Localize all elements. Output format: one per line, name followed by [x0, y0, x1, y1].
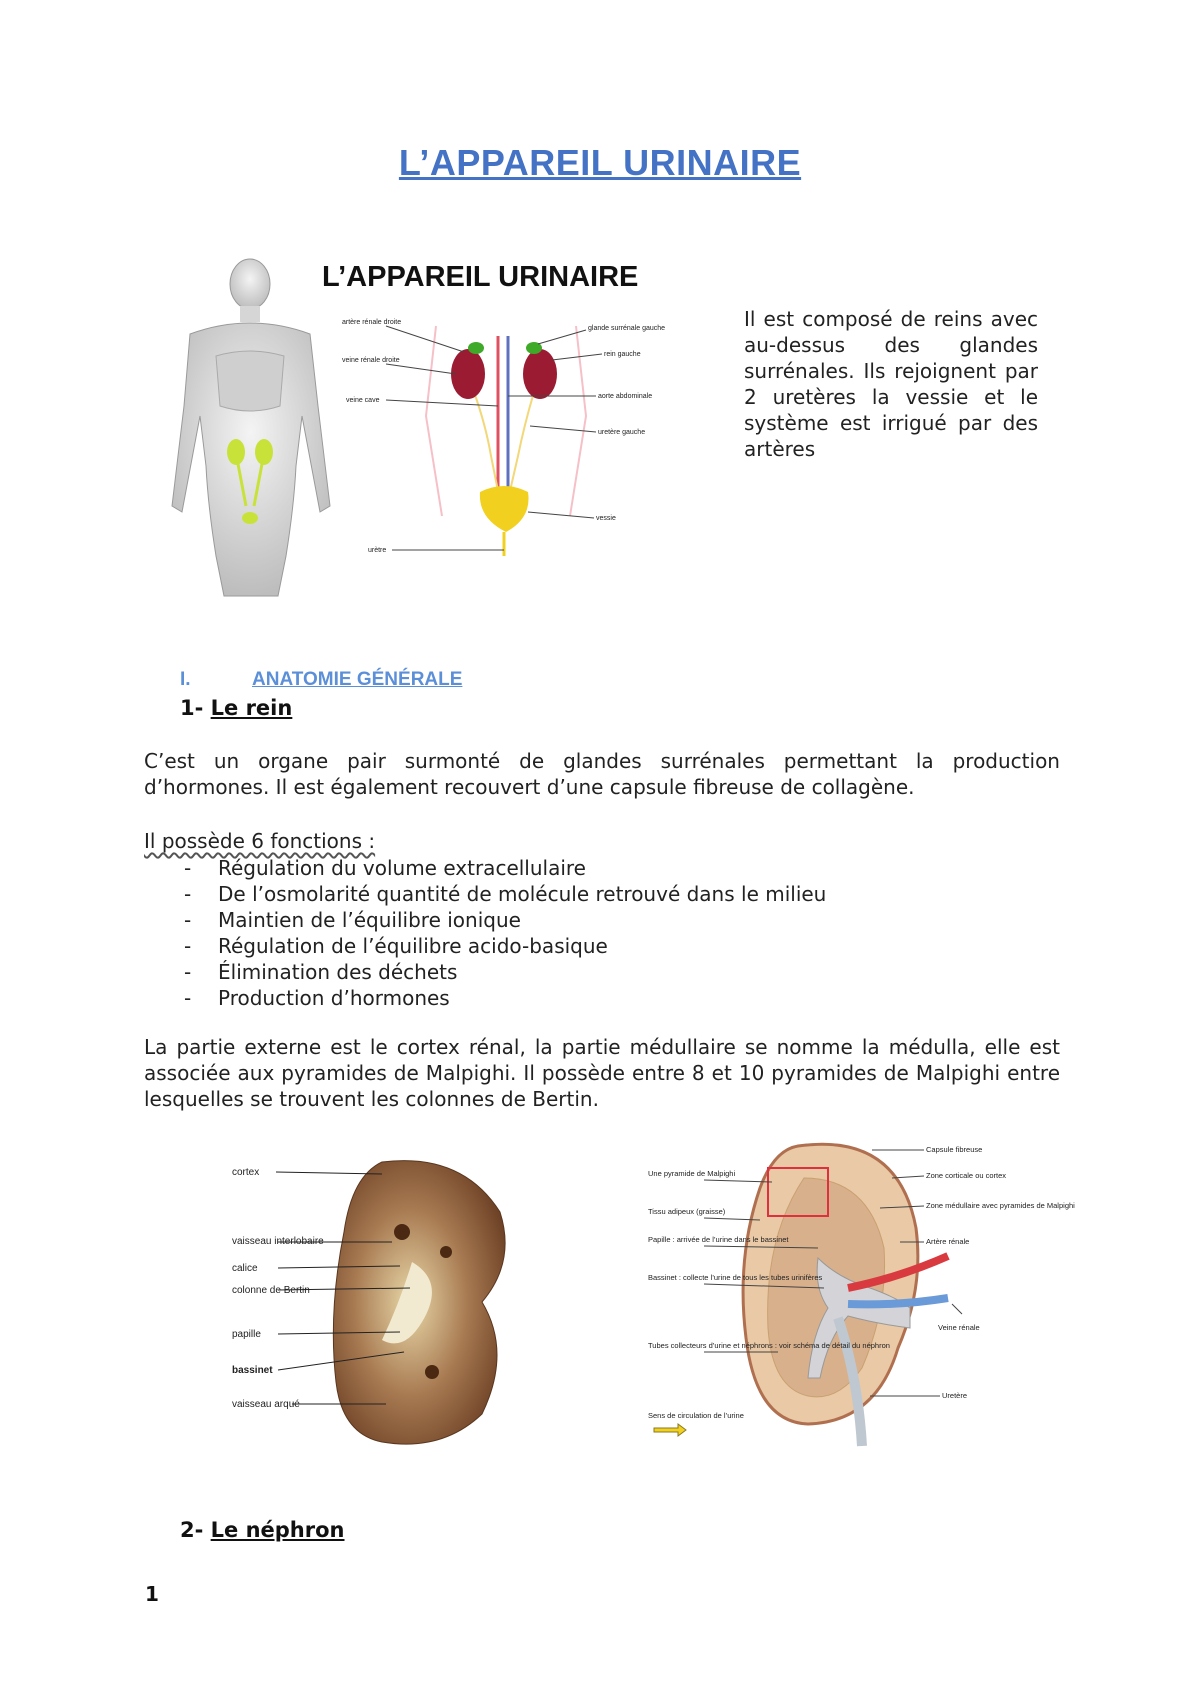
urinary-diagram [426, 326, 586, 556]
label-collecting-tubes: Tubes collecteurs d’urine et néphrons : voir schéma de détail du néphron [648, 1341, 890, 1350]
label-adrenal-gland: glande surrénale gauche [588, 325, 666, 332]
subsection-title: Le néphron [210, 1518, 345, 1542]
label-interlobar-vessel: vaisseau interlobaire [232, 1236, 324, 1247]
functions-list [180, 855, 826, 1011]
label-papilla: papille [232, 1329, 261, 1340]
subsection-heading-nephron [180, 1518, 345, 1542]
page-number: 1 [145, 1582, 159, 1606]
label-vena-cava: veine cave [346, 397, 380, 404]
subsection-number: 2- [180, 1518, 204, 1542]
label-arcuate-vessel: vaisseau arqué [232, 1399, 300, 1410]
label-cortex: cortex [232, 1167, 260, 1178]
list-item: - Maintien de l’équilibre ionique [180, 907, 826, 933]
human-body-figure [172, 259, 330, 596]
label-renal-artery: artère rénale droite [342, 319, 402, 326]
label-ureter-diagram: Uretère [942, 1391, 968, 1400]
label-flow-direction: Sens de circulation de l’urine [648, 1411, 744, 1420]
list-item: - Élimination des déchets [180, 959, 826, 985]
section-heading [180, 669, 462, 691]
label-pelvis-collect: Bassinet : collecte l’urine de tous les tubes urinifères [648, 1273, 823, 1282]
kidney-section-photo [232, 1152, 548, 1446]
paragraph-rein-description: C’est un organe pair surmonté de glandes surrénales permettant la production d’hormones. Il est également recouvert d’une capsule fibreuse de collagène. [144, 749, 1060, 799]
label-bladder: vessie [596, 515, 616, 522]
list-item: - De l’osmolarité quantité de molécule retrouvé dans le milieu [180, 881, 826, 907]
label-papilla-arrival: Papille : arrivée de l’urine dans le bassinet [648, 1235, 789, 1244]
page-title: L’APPAREIL URINAIRE [398, 142, 802, 183]
label-left-ureter: uretère gauche [598, 429, 646, 436]
right-kidney-shape [451, 349, 485, 399]
label-abdominal-aorta: aorte abdominale [598, 393, 653, 400]
label-adipose-tissue: Tissu adipeux (graisse) [648, 1207, 726, 1216]
label-renal-vein: veine rénale droite [342, 357, 400, 364]
list-item: - Régulation de l’équilibre acido-basique [180, 933, 826, 959]
functions-label: Il possède 6 fonctions : [144, 829, 376, 853]
figure-title: L’APPAREIL URINAIRE [322, 261, 639, 293]
intro-paragraph: Il est composé de reins avec au-dessus des glandes surrénales. Ils rejoignent par 2 uretères la vessie et le système est irrigué par des artères [744, 307, 1038, 461]
list-item: - Production d’hormones [180, 985, 826, 1011]
subsection-heading-rein [180, 696, 292, 720]
label-renal-artery-diagram: Artère rénale [926, 1237, 970, 1246]
urinary-system-illustration [146, 256, 694, 596]
bladder-shape [480, 486, 529, 532]
label-fibrous-capsule: Capsule fibreuse [926, 1145, 983, 1154]
section-title: ANATOMIE GÉNÉRALE [252, 669, 463, 690]
subsection-title: Le rein [210, 696, 293, 720]
label-calyx: calice [232, 1263, 258, 1274]
kidney-section-photo-figure [232, 1152, 548, 1446]
label-renal-vein-diagram: Veine rénale [938, 1323, 980, 1332]
urinary-system-figure [146, 256, 694, 596]
label-cortical-zone: Zone corticale ou cortex [926, 1171, 1007, 1180]
label-bertin-column: colonne de Bertin [232, 1285, 310, 1296]
label-pelvis: bassinet [232, 1365, 273, 1376]
label-left-kidney: rein gauche [604, 351, 641, 358]
section-number: I. [180, 669, 191, 690]
label-urethra: urètre [368, 547, 387, 554]
kidney-anatomy-diagram-figure [648, 1138, 1075, 1448]
paragraph-cortex-medulla: La partie externe est le cortex rénal, la partie médullaire se nomme la médulla, elle est associée aux pyramides de Malpighi. Il possède entre 8 et 10 pyramides de Malpighi entre lesquelles se trouvent les colonnes de Bertin. [144, 1035, 1060, 1111]
kidney-anatomy-diagram [648, 1138, 1075, 1448]
label-pyramid: Une pyramide de Malpighi [648, 1169, 736, 1178]
list-item: - Régulation du volume extracellulaire [180, 855, 826, 881]
arrow-icon [654, 1424, 686, 1436]
left-kidney-shape [523, 349, 557, 399]
label-medullary-zone: Zone médullaire avec pyramides de Malpighi [926, 1201, 1075, 1210]
subsection-number: 1- [180, 696, 204, 720]
